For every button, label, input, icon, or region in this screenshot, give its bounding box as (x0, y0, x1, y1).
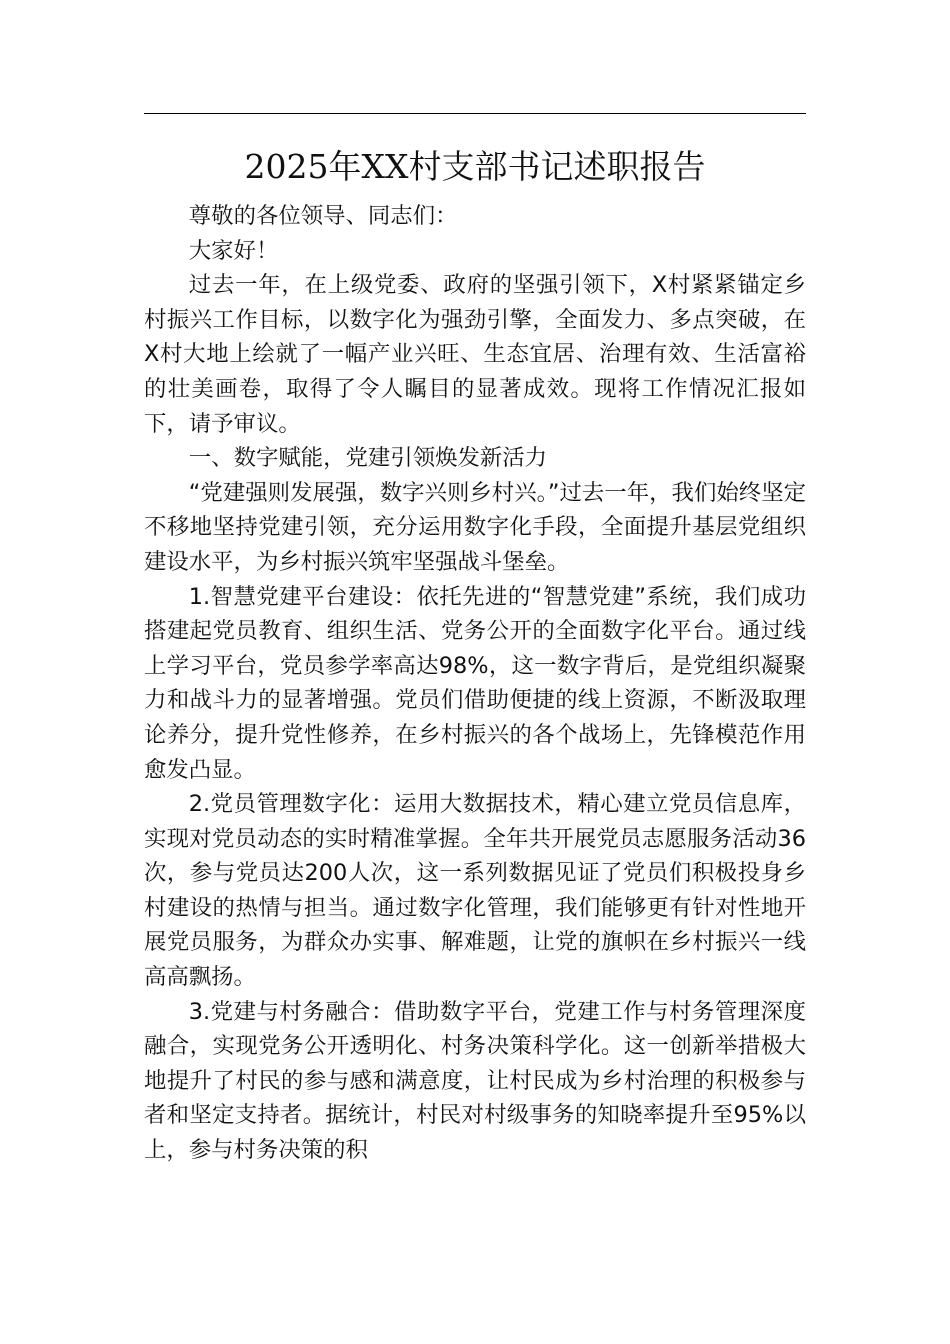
document-title: 2025年XX村支部书记述职报告 (244, 147, 706, 186)
document-page (144, 0, 806, 1344)
header-rule (144, 113, 806, 114)
document-body (144, 199, 806, 1168)
intro-paragraph: 过去一年，在上级党委、政府的坚强引领下，X村紧紧锚定乡村振兴工作目标，以数字化为强劲引擎，全面发力、多点突破，在X村大地上绘就了一幅产业兴旺、生态宜居、治理有效、生活富裕的壮美画卷，取得了令人瞩目的显著成效。现将工作情况汇报如下，请予审议。 (144, 272, 806, 437)
salutation: 尊敬的各位领导、同志们： (188, 203, 458, 229)
item-2-paragraph: 2.党员管理数字化：运用大数据技术，精心建立党员信息库，实现对党员动态的实时精准掌握。全年共开展党员志愿服务活动36次，参与党员达200人次，这一系列数据见证了党员们积极投身乡村建设的热情与担当。通过数字化管理，我们能够更有针对性地开展党员服务，为群众办实事、解难题，让党的旗帜在乡村振兴一线高高飘扬。 (144, 791, 806, 991)
greeting: 大家好！ (188, 237, 279, 264)
section-1-paragraph: “党建强则发展强，数字兴则乡村兴。”过去一年，我们始终坚定不移地坚持党建引领，充分运用数字化手段，全面提升基层党组织建设水平，为乡村振兴筑牢坚强战斗堡垒。 (144, 479, 806, 575)
item-1-paragraph: 1.智慧党建平台建设：依托先进的“智慧党建”系统，我们成功搭建起党员教育、组织生活、党务公开的全面数字化平台。通过线上学习平台，党员参学率高达98%，这一数字背后，是党组织凝聚力和战斗力的显著增强。党员们借助便捷的线上资源，不断汲取理论养分，提升党性修养，在乡村振兴的各个战场上，先锋模范作用愈发凸显。 (144, 583, 806, 783)
item-3-paragraph: 3.党建与村务融合：借助数字平台，党建工作与村务管理深度融合，实现党务公开透明化、村务决策科学化。这一创新举措极大地提升了村民的参与感和满意度，让村民成为乡村治理的积极参与者和坚定支持者。据统计，村民对村级事务的知晓率提升至95%以上，参与村务决策的积 (144, 998, 806, 1164)
section-heading-1: 一、数字赋能，党建引领焕发新活力 (188, 445, 548, 472)
